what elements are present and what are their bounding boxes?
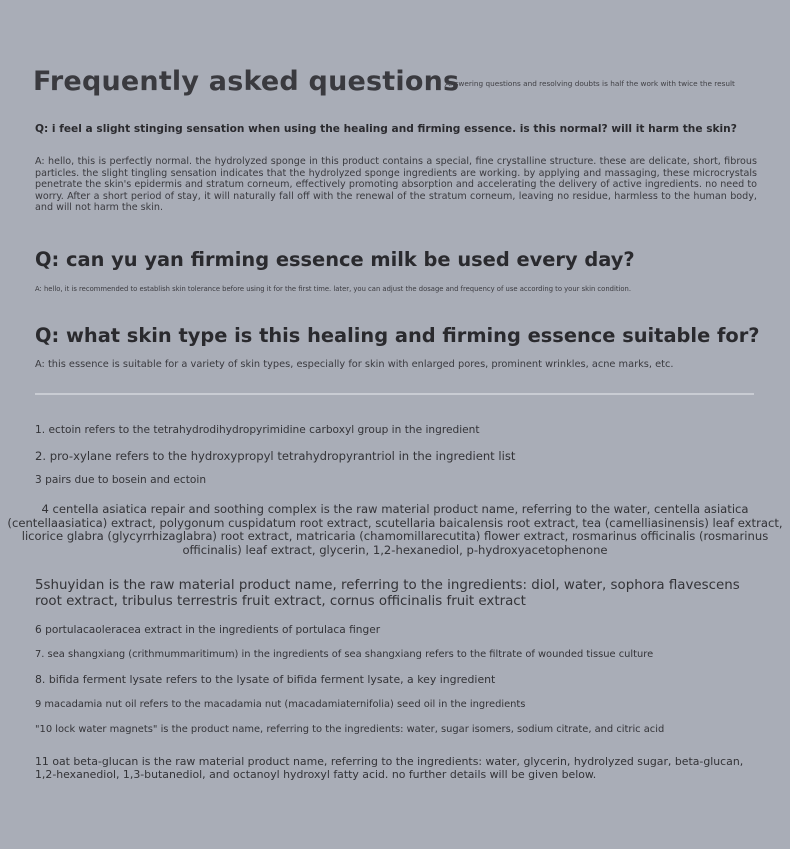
note-item-4: 4 centella asiatica repair and soothing complex is the raw material product name, referring to the water, centella asiatica (centellaasiatica) extract, polygonum cuspidatum root extract, scutellaria baicalensis root extract, tea (camelliasinensis) leaf extract, licorice glabra (glycyrrhizaglabra) root extract, matricaria (chamomillarecutita) flower extract, rosmarinus officinalis (rosmarinus officinalis) leaf extract, glycerin, 1,2-hexanediol, p-hydroxyacetophenone (7, 502, 783, 557)
page-title: Frequently asked questions (33, 66, 460, 97)
note-item-7: 7. sea shangxiang (crithmummaritimum) in the ingredients of sea shangxiang refers to the filtrate of wounded tissue culture (35, 649, 654, 660)
note-item-10: "10 lock water magnets" is the product name, referring to the ingredients: water, sugar isomers, sodium citrate, and citric acid (35, 724, 665, 735)
note-item-11: 11 oat beta-glucan is the raw material product name, referring to the ingredients: water, glycerin, hydrolyzed sugar, beta-glucan, 1,2-hexanediol, 1,3-butanediol, and octanoyl hydroxyl fatty acid. no further details will be given below. (35, 755, 744, 781)
note-item-6: 6 portulacaoleracea extract in the ingredients of portulaca finger (35, 624, 381, 636)
faq-answer-1: A: hello, this is perfectly normal. the hydrolyzed sponge in this product contains a special, fine crystalline structure. these are delicate, short, fibrous particles. the slight tingling sensation indicates that the hydrolyzed sponge ingredients are working. by applying and massaging, these microcrystals penetrate the skin's epidermis and stratum corneum, effectively promoting absorption and accelerating the delivery of active ingredients. no need to worry. After a short period of stay, it will naturally fall off with the renewal of the stratum corneum, leaving no residue, harmless to the human body, and will not harm the skin. (35, 156, 757, 214)
note-item-2: 2. pro-xylane refers to the hydroxypropyl tetrahydropyrantriol in the ingredient list (35, 449, 516, 463)
section-divider (35, 393, 754, 395)
faq-question-2: Q: can yu yan firming essence milk be used every day? (35, 248, 635, 271)
faq-question-1: Q: i feel a slight stinging sensation when using the healing and firming essence. is this normal? will it harm the skin? (35, 123, 737, 135)
faq-question-3: Q: what skin type is this healing and firming essence suitable for? (35, 324, 760, 347)
faq-answer-3: A: this essence is suitable for a variety of skin types, especially for skin with enlarged pores, prominent wrinkles, acne marks, etc. (35, 359, 674, 370)
page-subtitle: Answering questions and resolving doubts is half the work with twice the result (445, 79, 735, 88)
note-item-9: 9 macadamia nut oil refers to the macadamia nut (macadamiaternifolia) seed oil in the ingredients (35, 699, 526, 710)
faq-answer-2: A: hello, it is recommended to establish skin tolerance before using it for the first time. later, you can adjust the dosage and frequency of use according to your skin condition. (35, 285, 632, 293)
note-item-1: 1. ectoin refers to the tetrahydrodihydropyrimidine carboxyl group in the ingredient (35, 424, 480, 436)
note-item-5: 5shuyidan is the raw material product name, referring to the ingredients: diol, water, sophora flavescens root extract, tribulus terrestris fruit extract, cornus officinalis fruit extract (35, 578, 740, 609)
note-item-3: 3 pairs due to bosein and ectoin (35, 474, 207, 486)
note-item-8: 8. bifida ferment lysate refers to the lysate of bifida ferment lysate, a key ingredient (35, 673, 496, 686)
